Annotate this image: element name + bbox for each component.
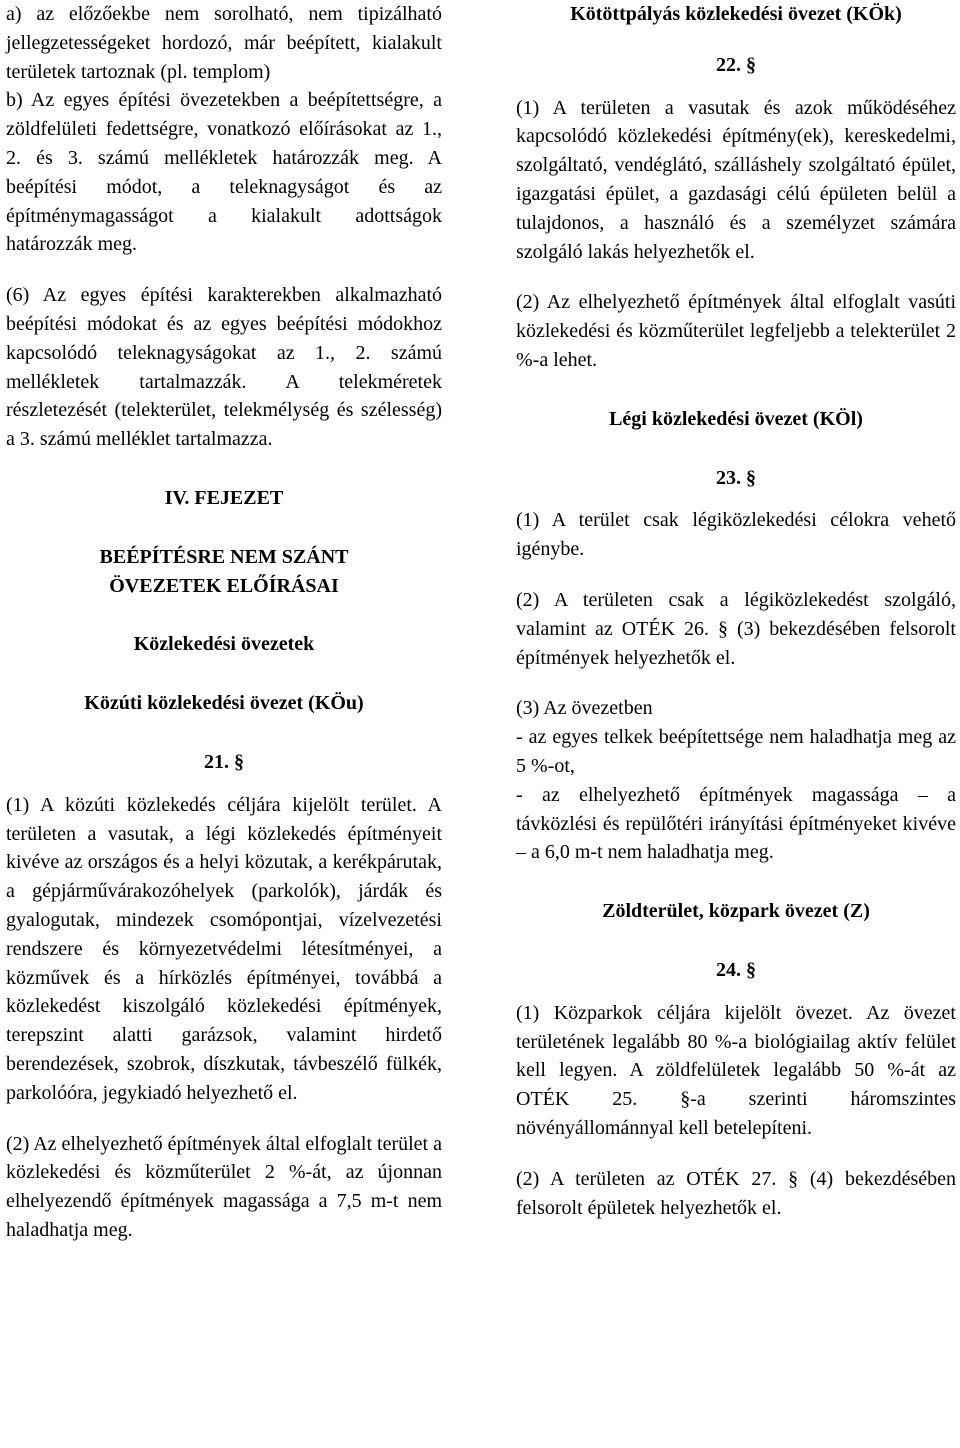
paragraph-1: (1) A területen a vasutak és azok működéséhez kapcsolódó közlekedési építmény(ek), kereskedelmi, szolgáltató, vendéglátó, szálláshely szolgáltató épület, igazgatási épület, a gazdasági célú épületen belül a tulajdonos, a használó és a személyzet számára szolgáló lakás helyezhetők el. — [516, 96, 956, 263]
paragraph-1: (1) Közparkok céljára kijelölt övezet. Az övezet területének legalább 80 %-a biológiailag aktív felület kell legyen. A zöldfelületek legalább 50 %-át az OTÉK 25. §-a szerinti háromszintes növényállománnyal kell betelepíteni. — [516, 1001, 956, 1139]
zone-title: Közúti közlekedési övezet (KÖu) — [84, 692, 364, 715]
section-number: 21. § — [204, 750, 244, 773]
chapter-number: IV. FEJEZET — [164, 486, 284, 509]
chapter-title: BEÉPÍTÉSRE NEM SZÁNT ÖVEZETEK ELŐÍRÁSAI — [99, 545, 349, 597]
paragraph-3: (3) Az övezetben - az egyes telkek beépítettsége nem haladhatja meg az 5 %-ot, - az elhelyezhető építmények magassága – a távközlési és repülőtéri irányítási építményeket kivéve – a 6,0 m-t nem haladhatja meg. — [516, 697, 956, 864]
zone-title: Kötöttpályás közlekedési övezet (KÖk) — [570, 3, 902, 25]
paragraph-1: (1) A terület csak légiközlekedési célokra vehető igénybe. — [516, 509, 956, 561]
paragraph-6: (6) Az egyes építési karakterekben alkalmazható beépítési módokat és az egyes beépítési módokhoz kapcsolódó teleknagyságokat az 1., 2. számú mellékletek tartalmazzák. A telekméretek részletezését (telekterület, telekmélység és szélesség) a 3. számú melléklet tartalmazza. — [6, 284, 442, 451]
paragraph-1: (1) A közúti közlekedés céljára kijelölt terület. A területen a vasutak, a légi közlekedés építményeit kivéve az országos és a helyi közutak, a kerékpárutak, a gépjárművárakozóhelyek (parkolók), járdák és gyalogutak, mindezek csomópontjai, vízelvezetési rendszere és környezetvédelmi létesítményei, a közművek és a hírközlés építményei, továbbá a közlekedést kiszolgáló közlekedési építmények, terepszint alatti garázsok, valamint hirdető berendezések, szobrok, díszkutak, távbeszélő fülkék, parkolóóra, jegykiadó helyezhető el. — [6, 793, 442, 1104]
right-column — [516, 0, 956, 1222]
paragraph-intro: a) az előzőekbe nem sorolható, nem tipizálható jellegzetességeket hordozó, már beépített, kialakult területek tartoznak (pl. templom) b) Az egyes építési övezetekben a beépítettségre, a zöldfelületi fedettségre, vonatkozó előírásokat az 1., 2. és 3. számú mellékletek határozzák meg. A beépítési módot, a teleknagyságot és az építménymagasságot a kialakult adottságok határozzák meg. — [6, 3, 442, 256]
paragraph-2: (2) A területen az OTÉK 27. § (4) bekezdésében felsorolt épületek helyezhetők el. — [516, 1167, 956, 1219]
zone-title: Légi közlekedési övezet (KÖl) — [609, 407, 863, 430]
paragraph-2: (2) Az elhelyezhető építmények által elfoglalt vasúti közlekedési és közműterület legfeljebb a telekterület 2 %-a lehet. — [516, 291, 956, 371]
paragraph-2: (2) A területen csak a légiközlekedést szolgáló, valamint az OTÉK 26. § (3) bekezdésében felsorolt építmények helyezhetők el. — [516, 588, 956, 669]
left-column — [6, 0, 442, 1245]
section-number: 24. § — [716, 958, 756, 981]
section-number: 23. § — [716, 466, 756, 489]
zone-title: Zöldterület, közpark övezet (Z) — [602, 900, 870, 923]
section-number: 22. § — [716, 53, 756, 76]
section-subtitle: Közlekedési övezetek — [133, 633, 315, 656]
paragraph-2: (2) Az elhelyezhető építmények által elfoglalt terület a közlekedési és közműterület 2 %-át, az újonnan elhelyezendő építmények magassága a 7,5 m-t nem haladhatja meg. — [6, 1132, 442, 1241]
